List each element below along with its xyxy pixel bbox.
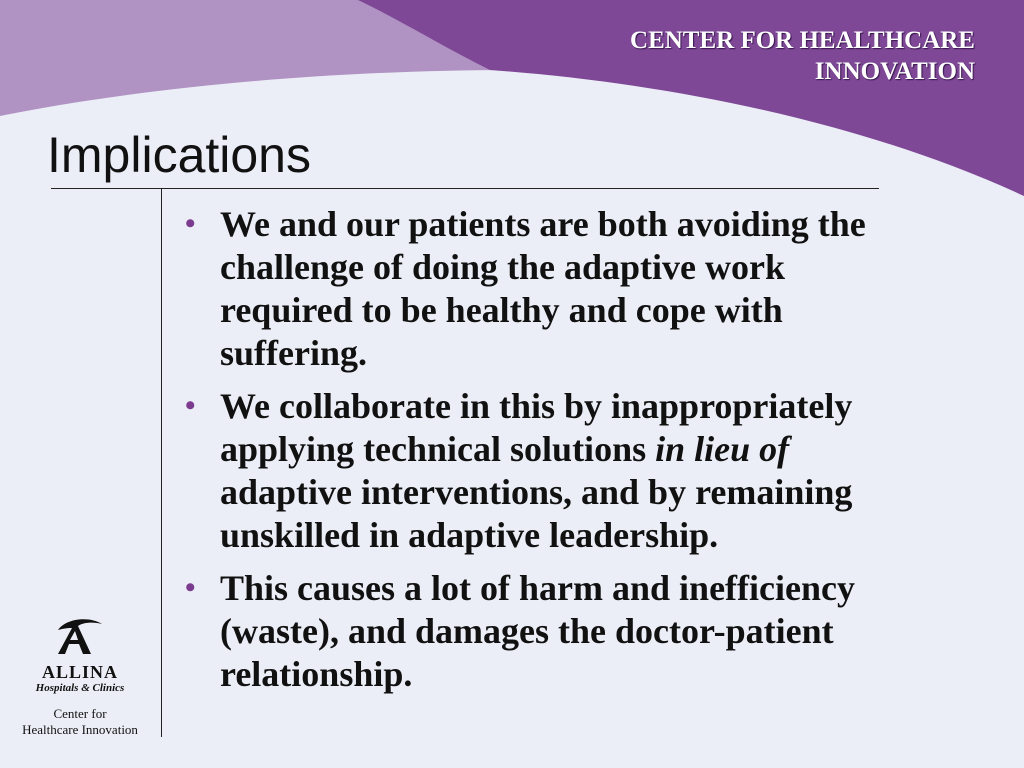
bullet-dot-icon: • bbox=[185, 571, 196, 604]
bullet-text: This causes a lot of harm and inefficiency (waste), and damages the doctor-patient relationship. bbox=[220, 568, 855, 694]
organization-title-line-1: CENTER FOR HEALTHCARE bbox=[630, 27, 975, 54]
slide-title: Implications bbox=[47, 127, 311, 183]
bullet-item bbox=[185, 567, 920, 696]
bullet-text-after: adaptive interventions, and by remaining unskilled in adaptive leadership. bbox=[220, 472, 853, 555]
bullet-item bbox=[185, 203, 920, 375]
bullet-list bbox=[185, 203, 920, 706]
logo-subtitle: Hospitals & Clinics bbox=[35, 682, 125, 694]
bullet-text-italic: in lieu of bbox=[655, 429, 790, 469]
title-divider bbox=[51, 188, 879, 189]
logo-name: ALLINA bbox=[41, 662, 118, 682]
bullet-item bbox=[185, 385, 920, 557]
logo-center-caption bbox=[14, 706, 146, 738]
bullet-text-before: We collaborate in this by inappropriately applying technical solutions bbox=[220, 386, 853, 469]
logo-center-line-1: Center for bbox=[53, 706, 107, 721]
bullet-text: We and our patients are both avoiding the challenge of doing the adaptive work required to be healthy and cope with suffering. bbox=[220, 204, 866, 373]
organization-title-line-2: INNOVATION bbox=[814, 58, 975, 85]
vertical-divider bbox=[161, 189, 162, 737]
allina-logo bbox=[14, 614, 146, 738]
bullet-dot-icon: • bbox=[185, 389, 196, 422]
organization-title bbox=[630, 25, 975, 87]
logo-center-line-2: Healthcare Innovation bbox=[22, 722, 138, 737]
allina-a-mark-icon bbox=[54, 614, 106, 658]
bullet-dot-icon: • bbox=[185, 207, 196, 240]
